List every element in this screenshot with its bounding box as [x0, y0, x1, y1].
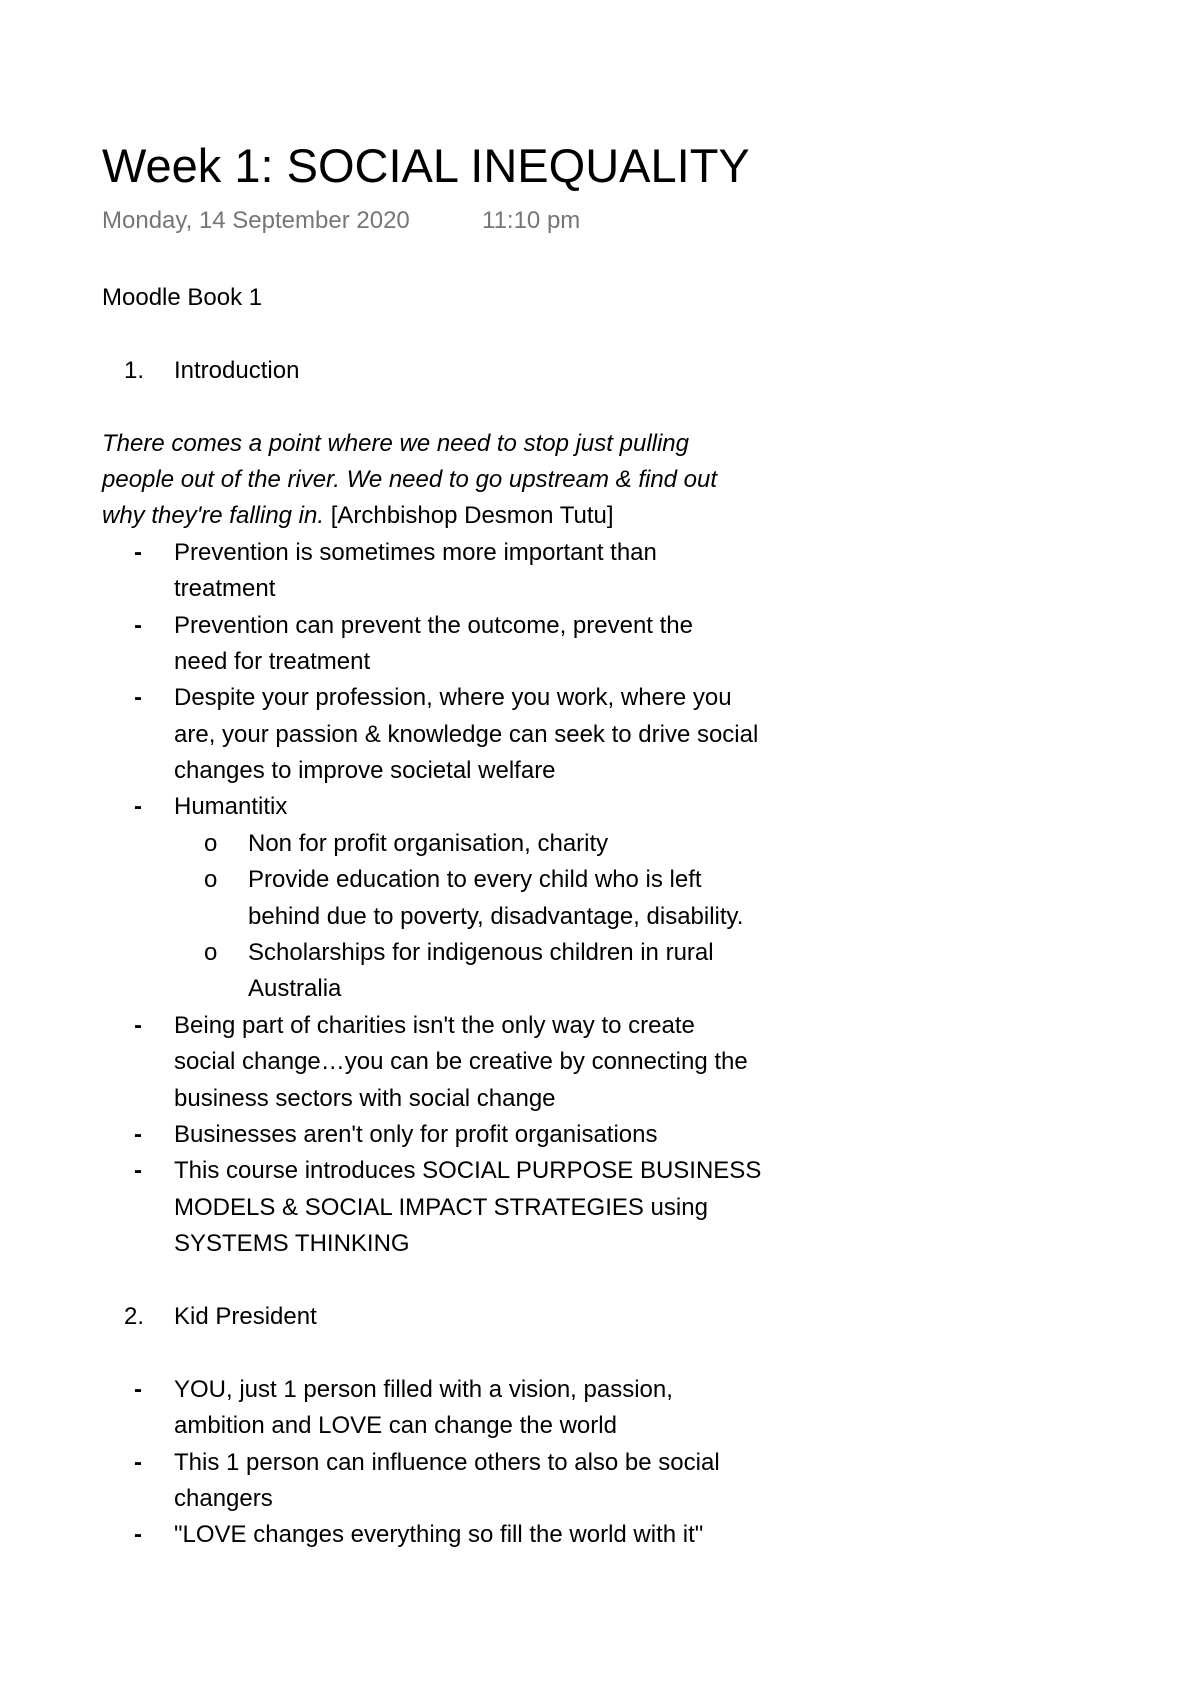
- dash-bullet-marker: -: [134, 1375, 142, 1403]
- list-item-text: Provide education to every child who is left: [248, 866, 702, 894]
- section-1-number: 1.: [124, 356, 145, 384]
- section-2-title: Kid President: [174, 1302, 317, 1330]
- list-item-text: "LOVE changes everything so fill the world with it": [174, 1521, 704, 1549]
- page-metadata: [102, 205, 581, 237]
- list-item-text: Being part of charities isn't the only way to create: [174, 1011, 695, 1039]
- page-date: Monday, 14 September 2020: [102, 207, 410, 234]
- list-item: [102, 680, 862, 789]
- section-1-sub-bullet-list: [102, 826, 862, 1008]
- list-item-text: behind due to poverty, disadvantage, disability.: [248, 902, 744, 930]
- dash-bullet-marker: -: [134, 611, 142, 639]
- book-heading: Moodle Book 1: [102, 284, 263, 311]
- list-item: [102, 1117, 862, 1153]
- list-item: [102, 1372, 862, 1445]
- sub-bullet-marker: o: [204, 829, 218, 857]
- list-item-text: SYSTEMS THINKING: [174, 1230, 410, 1258]
- list-item-text: Humantitix: [174, 793, 288, 821]
- quote-line-last: why they're falling in. [Archbishop Desmon Tutu]: [102, 502, 614, 530]
- dash-bullet-marker: -: [134, 793, 142, 821]
- list-item: [102, 789, 862, 825]
- list-item-text: Prevention is sometimes more important than: [174, 538, 657, 566]
- list-item-text: changes to improve societal welfare: [174, 757, 556, 785]
- list-item-text: treatment: [174, 575, 276, 603]
- dash-bullet-marker: -: [134, 1521, 142, 1549]
- dash-bullet-marker: -: [134, 1448, 142, 1476]
- list-item-text: This course introduces SOCIAL PURPOSE BUSINESS: [174, 1157, 762, 1185]
- list-item-text: Non for profit organisation, charity: [248, 829, 609, 857]
- list-item: [102, 1445, 862, 1518]
- list-item: [102, 862, 862, 935]
- page-time: 11:10 pm: [482, 207, 581, 234]
- dash-bullet-marker: -: [134, 538, 142, 566]
- list-item: [102, 935, 862, 1008]
- list-item: [102, 535, 862, 608]
- quote-block: [102, 426, 862, 535]
- list-item-text: Prevention can prevent the outcome, prevent the: [174, 611, 693, 639]
- list-item: [102, 1153, 862, 1262]
- quote-line: There comes a point where we need to stop just pulling: [102, 429, 690, 457]
- sub-bullet-marker: o: [204, 866, 218, 894]
- list-item-text: are, your passion & knowledge can seek to drive social: [174, 720, 759, 748]
- section-1-bullet-list-continued: [102, 1008, 862, 1263]
- section-2-number: 2.: [124, 1302, 145, 1330]
- list-item-text: changers: [174, 1484, 273, 1512]
- dash-bullet-marker: -: [134, 684, 142, 712]
- quote-line: people out of the river. We need to go upstream & find out: [102, 465, 718, 493]
- list-item-text: YOU, just 1 person filled with a vision, passion,: [174, 1375, 673, 1403]
- list-item-text: Despite your profession, where you work, where you: [174, 684, 732, 712]
- note-body: [102, 280, 862, 1554]
- section-2-bullet-list: [102, 1372, 862, 1554]
- section-2-heading: [102, 1299, 862, 1335]
- dash-bullet-marker: -: [134, 1011, 142, 1039]
- list-item: [102, 608, 862, 681]
- section-1-bullet-list: [102, 535, 862, 826]
- list-item-text: Australia: [248, 975, 342, 1003]
- list-item: [102, 1008, 862, 1117]
- list-item-text: need for treatment: [174, 647, 371, 675]
- list-item-text: MODELS & SOCIAL IMPACT STRATEGIES using: [174, 1193, 708, 1221]
- dash-bullet-marker: -: [134, 1157, 142, 1185]
- dash-bullet-marker: -: [134, 1120, 142, 1148]
- quote-attribution: [Archbishop Desmon Tutu]: [324, 502, 614, 530]
- list-item-text: Businesses aren't only for profit organisations: [174, 1120, 658, 1148]
- list-item-text: social change…you can be creative by connecting the: [174, 1048, 748, 1076]
- section-1-heading: [102, 353, 862, 389]
- list-item-text: ambition and LOVE can change the world: [174, 1412, 617, 1440]
- list-item: [102, 826, 862, 862]
- page-title: Week 1: SOCIAL INEQUALITY: [102, 139, 750, 192]
- section-1-title: Introduction: [174, 356, 300, 384]
- sub-bullet-marker: o: [204, 939, 218, 967]
- list-item: [102, 1517, 862, 1553]
- list-item-text: Scholarships for indigenous children in rural: [248, 939, 714, 967]
- list-item-text: business sectors with social change: [174, 1084, 556, 1112]
- list-item-text: This 1 person can influence others to also be social: [174, 1448, 720, 1476]
